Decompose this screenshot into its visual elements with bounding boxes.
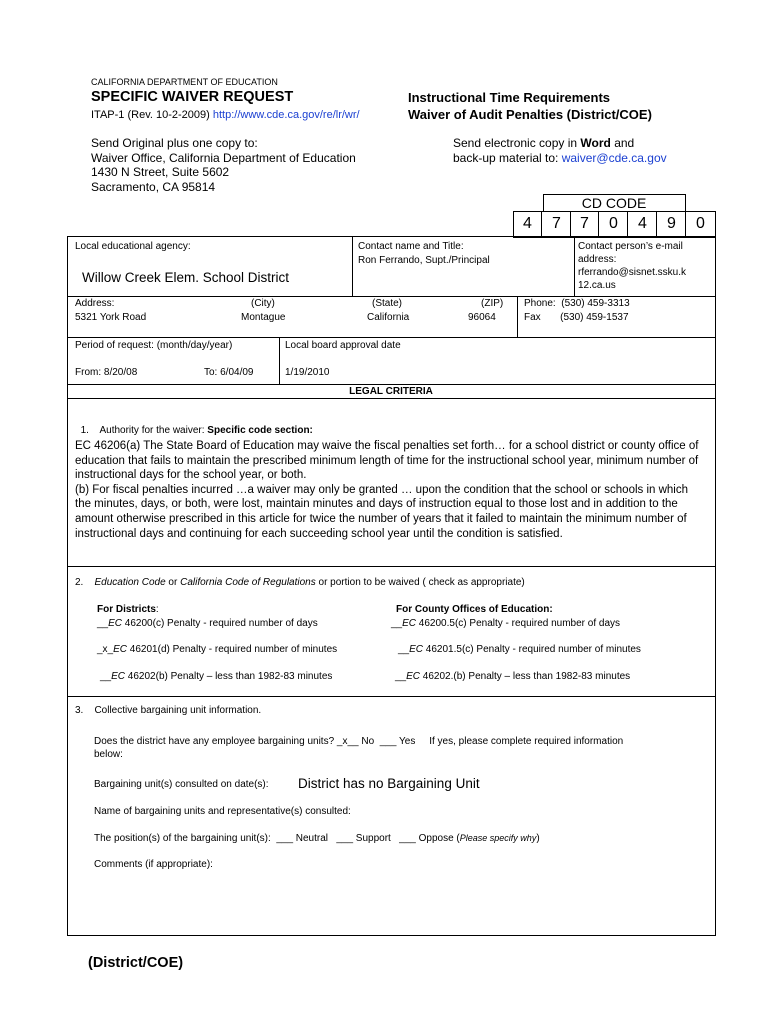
address-value: 5321 York Road [75,312,147,323]
waiver-type-subtitle: Waiver of Audit Penalties (District/COE) [408,107,652,122]
option-text: 46200.5(c) Penalty - required number of days [416,618,621,629]
waiver-type-title: Instructional Time Requirements [408,90,611,105]
send-address-line: Sacramento, CA 95814 [91,180,216,194]
ec-label: EC [409,644,424,655]
consulted-date-value: District has no Bargaining Unit [298,776,480,791]
zip-label: (ZIP) [481,298,504,309]
checkbox-blank[interactable]: __ [97,618,109,629]
email-label: address: [578,254,617,265]
cd-code-digit: 0 [609,215,618,232]
comments-label: Comments (if appropriate): [94,859,213,870]
bargaining-question-cont: below: [94,749,123,760]
item1-text: 1. Authority for the waiver: [80,425,208,436]
electronic-copy-text: Send electronic copy in [453,136,581,150]
cd-code-digit: 7 [552,215,561,232]
department-name: CALIFORNIA DEPARTMENT OF EDUCATION [91,77,278,87]
districts-colon: : [155,604,159,615]
option-text: 46202(b) Penalty – less than 1982-83 minutes [125,671,333,682]
footer-label: (District/COE) [88,955,184,971]
item2-or: or [165,577,181,588]
checkbox-checked[interactable]: _x_ [97,644,114,655]
form-title: SPECIFIC WAIVER REQUEST [91,89,294,105]
cd-code-digit: 7 [580,215,589,232]
form-url-link[interactable]: http://www.cde.ca.gov/re/lr/wr/ [212,109,360,121]
word-format-label: Word [580,136,611,150]
board-approval-label: Local board approval date [285,340,401,351]
fax-value: Fax (530) 459-1537 [524,312,629,323]
ec-label: EC [108,618,123,629]
ec-label: EC [111,671,126,682]
coe-option-46202b[interactable] [395,671,630,682]
period-from: From: 8/20/08 [75,367,138,378]
consulted-date-label: Bargaining unit(s) consulted on date(s): [94,779,269,790]
cd-code-digit: 0 [696,215,705,232]
checkbox-blank[interactable]: __ [100,671,112,682]
item1-label [75,414,313,436]
option-text: 46201(d) Penalty - required number of minutes [127,644,338,655]
cd-code-digit: 4 [523,215,532,232]
cd-code-digit: 9 [667,215,676,232]
contact-value: Ron Ferrando, Supt./Principal [358,255,490,266]
item2-label [75,577,525,588]
send-address-line: Waiver Office, California Department of Education [91,151,356,165]
city-value: Montague [241,312,286,323]
state-label: (State) [372,298,403,309]
legal-criteria-heading: LEGAL CRITERIA [349,386,433,397]
cd-code-label: CD CODE [581,195,647,211]
ec-label: EC [113,644,128,655]
period-to: To: 6/04/09 [204,367,254,378]
ec-label: EC [406,671,421,682]
email-value: rferrando@sisnet.ssku.k [578,267,686,278]
lea-value: Willow Creek Elem. School District [82,270,290,285]
ec-label: EC [402,618,417,629]
item2-ccr: California Code of Regulations [180,577,316,588]
waiver-email-link[interactable]: waiver@cde.ca.gov [561,151,667,165]
checkbox-blank[interactable]: __ [395,671,407,682]
form-id: ITAP-1 (Rev. 10-2-2009) [91,109,210,121]
item1-bold: Specific code section: [207,425,313,436]
phone-value: Phone: (530) 459-3313 [524,298,630,309]
item3-label: 3. Collective bargaining unit information. [75,705,262,716]
send-instructions: Send Original plus one copy to: [91,136,258,150]
option-text: 46202.(b) Penalty – less than 1982-83 minutes [420,671,631,682]
bargaining-names-label: Name of bargaining units and representative(s) consulted: [94,806,351,817]
coe-option-46200-5c[interactable] [391,618,620,629]
option-text: 46200(c) Penalty - required number of days [122,618,318,629]
bargaining-question: Does the district have any employee bargaining units? _x__ No ___ Yes If yes, please complete required information [94,736,624,747]
checkbox-blank[interactable]: __ [391,618,403,629]
cd-code-digit: 4 [638,215,647,232]
city-label: (City) [251,298,275,309]
email-value: 12.ca.us [578,280,616,291]
checkbox-blank[interactable]: __ [398,644,410,655]
electronic-copy-text: and [610,136,635,150]
contact-label: Contact name and Title: [358,241,464,252]
coe-heading: For County Offices of Education: [396,604,553,615]
district-option-46200c[interactable] [97,618,318,629]
email-label: Contact person’s e-mail [578,241,683,252]
item2-rest: or portion to be waived ( check as appropriate) [315,577,525,588]
position-note: Please specify why [459,833,537,843]
address-label: Address: [75,298,115,309]
period-label: Period of request: (month/day/year) [75,340,233,351]
district-option-46201d[interactable] [97,644,337,655]
state-value: California [367,312,410,323]
option-text: 46201.5(c) Penalty - required number of minutes [423,644,641,655]
districts-heading [97,604,159,615]
districts-heading-text: For Districts [97,604,156,615]
lea-label: Local educational agency: [75,241,191,252]
position-close: ) [536,833,540,844]
backup-text: back-up material to: [453,151,562,165]
form-id-line [91,109,360,121]
zip-value: 96064 [468,312,496,323]
backup-material-note [453,151,667,165]
send-address-line: 1430 N Street, Suite 5602 [91,165,230,179]
coe-option-46201-5c[interactable] [398,644,641,655]
position-label: The position(s) of the bargaining unit(s): ___ Neutral ___ Support ___ Oppose ( [94,833,460,844]
bargaining-position-line [94,833,540,844]
item2-ec: Education Code [94,577,166,588]
item2-number: 2. [75,577,84,588]
district-option-46202b[interactable] [100,671,332,682]
statute-text: EC 46206(a) The State Board of Education may waive the fiscal penalties set forth… for a school district or county office of education that fails to maintain the prescribed minimum length of time for the instructional school year, minimum number of instructional days for the school year, or both. (b) For fiscal penalties incurred …a waiver may only be granted … upon the condition that the school or schools in which the minutes, days, or both, were lost, maintain minutes and days of instruction equal to those lost and in addition to the amount otherwise prescribed in this article for twice the number of years that it failed to maintain the minimum number of instructional days and continuing for each succeeding school year until the condition is satisfied. [75,440,699,540]
electronic-copy-note [453,136,634,150]
board-approval-value: 1/19/2010 [285,367,330,378]
